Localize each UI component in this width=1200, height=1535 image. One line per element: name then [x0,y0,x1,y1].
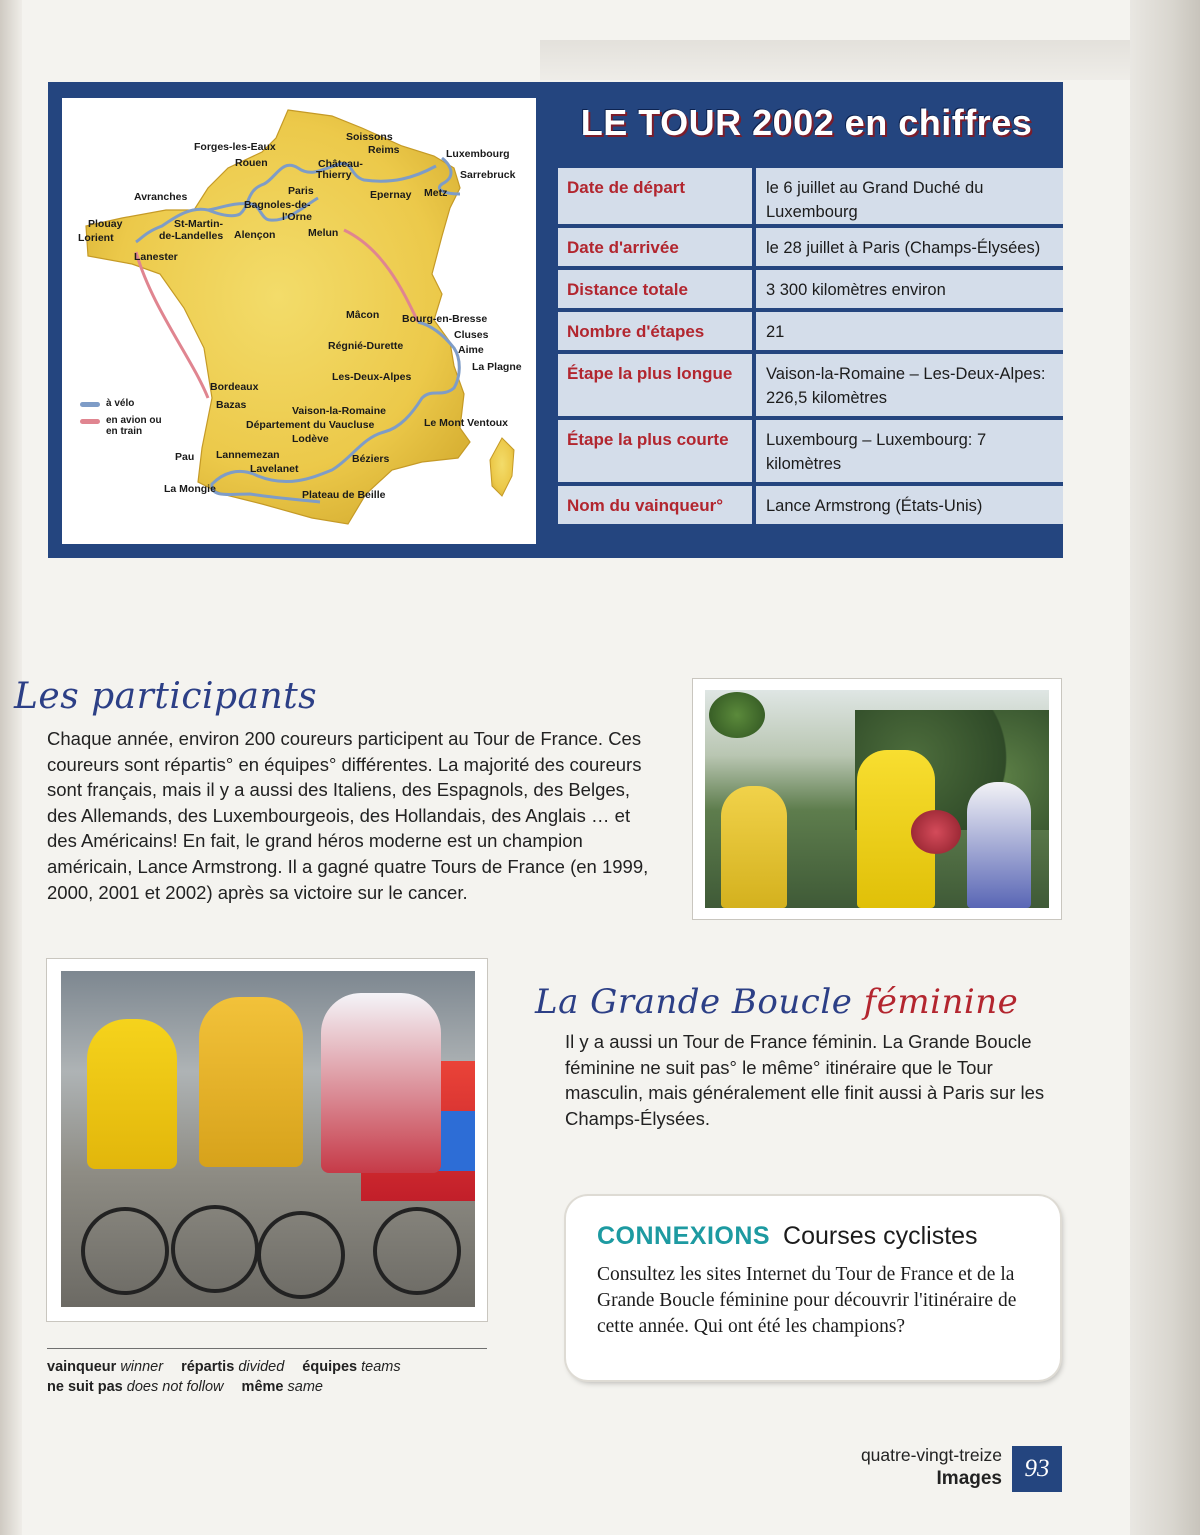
stat-label: Étape la plus longue [558,354,756,416]
city-label: Melun [308,227,339,239]
footer-section: Images [936,1468,1002,1489]
tour-map-panel [48,82,550,558]
rider-third-place [967,782,1031,908]
legend-bike-label: à vélo [106,398,135,409]
city-label: Luxembourg [446,148,510,160]
city-label: Thierry [316,169,352,181]
stat-value: Lance Armstrong (États-Unis) [756,486,1063,524]
podium-photo [705,690,1049,908]
participants-heading: Les participants [14,676,318,717]
stat-value: le 28 juillet à Paris (Champs-Élysées) [756,228,1063,266]
corsica [490,438,514,496]
city-label: Château- [318,158,363,170]
stat-row [558,266,1063,308]
flowers-bouquet [709,692,765,738]
stat-label: Date d'arrivée [558,228,756,266]
rider-second-place [721,786,787,908]
city-label: Alençon [234,229,276,241]
stat-label: Date de départ [558,168,756,224]
map-legend [80,398,162,443]
stat-value: 3 300 kilomètres environ [756,270,1063,308]
participants-paragraph: Chaque année, environ 200 coureurs participent au Tour de France. Ces coureurs sont répartis° en équipes° différentes. La majorité des coureurs sont français, mais il y a aussi des Italiens, des Espagnols, des Belges, des Allemands, des Luxembourgeois, des Hollandais, des Anglais … et des Américains! En fait, le grand héros moderne est un champion américain, Lance Armstrong. Il a gagné quatre Tours de France (en 1999, 2000, 2001 et 2002) après sa victoire sur le cancer. [47,728,649,903]
city-label: Metz [424,187,448,199]
race-photo-frame [46,958,488,1322]
city-label: Bazas [216,399,247,411]
stats-rows [558,164,1063,524]
glossary-term: ne suit pas [47,1379,123,1395]
stat-value: le 6 juillet au Grand Duché du Luxembourg [756,168,1063,224]
city-label: Plouay [88,218,123,230]
stat-value: Luxembourg – Luxembourg: 7 kilomètres [756,420,1063,482]
footer-page-words: quatre-vingt-treize [860,1445,1002,1465]
legend-train-line2: en train [106,426,143,437]
train-route-swatch [80,419,100,424]
bicycle-wheel [373,1207,461,1295]
city-label: Aime [458,344,484,356]
bicycle-wheel [171,1205,259,1293]
stats-table [550,82,1063,558]
connexions-header [597,1222,978,1251]
city-label: Bourg-en-Bresse [402,313,488,325]
glossary-line [47,1357,487,1377]
flowers-bouquet [911,810,961,854]
legend-bike [80,398,162,409]
city-label: Lannemezan [216,449,280,461]
page-number: 93 [1012,1446,1062,1492]
city-label: Vaison-la-Romaine [292,405,386,417]
stat-label: Étape la plus courte [558,420,756,482]
city-label: l'Orne [282,211,312,223]
bicycle-wheel [257,1211,345,1299]
page-edge-photo [1130,0,1200,1535]
city-label: Paris [288,185,314,197]
bicycle-wheel [81,1207,169,1295]
city-label: Cluses [454,329,489,341]
legend-train-label [106,415,162,437]
grande-boucle-paragraph: Il y a aussi un Tour de France féminin. La Grande Boucle féminine ne suit pas° le même° itinéraire que le Tour masculin, mais généralement elle finit aussi à Paris sur les Champs-Élysées. [565,1031,1045,1129]
stat-row [558,224,1063,266]
stat-label: Nombre d'étapes [558,312,756,350]
page-gutter [0,0,22,1535]
city-label: Avranches [134,191,188,203]
bike-route-swatch [80,402,100,407]
womens-race-photo [61,971,475,1307]
city-label: Mâcon [346,309,380,321]
stat-value: 21 [756,312,1063,350]
city-label: Sarrebruck [460,169,516,181]
stat-row [558,350,1063,416]
glossary-definition: winner [120,1359,164,1375]
glossary-definition: same [287,1379,323,1395]
tour-map [62,98,536,544]
city-label: Epernay [370,189,412,201]
city-label: Rouen [235,157,268,169]
city-label: Lavelanet [250,463,299,475]
city-label: St-Martin- [174,218,223,230]
cyclist [321,993,441,1173]
connexions-title: Courses cyclistes [783,1222,978,1250]
stat-label: Nom du vainqueur° [558,486,756,524]
heading-accent: féminine [863,982,1019,1022]
city-label: Forges-les-Eaux [194,141,276,153]
connexions-label: CONNEXIONS [597,1222,771,1250]
glossary-term: répartis [181,1359,235,1375]
city-label: Pau [175,451,195,463]
stat-value: Vaison-la-Romaine – Les-Deux-Alpes: 226,5 kilomètres [756,354,1063,416]
stat-row [558,164,1063,224]
legend-train [80,415,162,437]
glossary-term: équipes [302,1359,358,1375]
city-label: Bagnoles-de- [244,199,311,211]
city-label: La Plagne [472,361,522,373]
city-label: La Mongie [164,483,216,495]
city-label: Béziers [352,453,390,465]
glossary-definition: does not follow [126,1379,224,1395]
city-label: Bordeaux [210,381,259,393]
cyclist [87,1019,177,1169]
connexions-text: Consultez les sites Internet du Tour de France et de la Grande Boucle féminine pour découvrir l'itinéraire de cette année. Qui ont été les champions? [597,1264,1017,1337]
glossary [47,1348,487,1397]
glossary-line [47,1377,487,1397]
grande-boucle-heading [535,982,1018,1022]
city-label: Plateau de Beille [302,489,386,501]
page-footer [861,1443,1002,1491]
city-label: Soissons [346,131,393,143]
glossary-definition: divided [238,1359,285,1375]
city-label: Lanester [134,251,178,263]
faded-header-band [540,40,1130,80]
glossary-term: même [241,1379,284,1395]
city-label: Reims [368,144,400,156]
podium-photo-frame [692,678,1062,920]
city-label: Département du Vaucluse [246,419,375,431]
city-label: Lodève [292,433,329,445]
city-label: Le Mont Ventoux [424,417,508,429]
city-label: Régnié-Durette [328,340,404,352]
city-label: Lorient [78,232,114,244]
cyclist [199,997,303,1167]
stats-title: LE TOUR 2002 en chiffres [580,102,1033,143]
stat-label: Distance totale [558,270,756,308]
city-label: Les-Deux-Alpes [332,371,412,383]
connexions-box [566,1196,1060,1380]
glossary-definition: teams [361,1359,401,1375]
glossary-term: vainqueur [47,1359,117,1375]
stat-row [558,416,1063,482]
legend-train-line1: en avion ou [106,415,162,426]
city-label: de-Landelles [159,230,224,242]
heading-main: La Grande Boucle [535,982,853,1022]
stat-row [558,308,1063,350]
stat-row [558,482,1063,524]
